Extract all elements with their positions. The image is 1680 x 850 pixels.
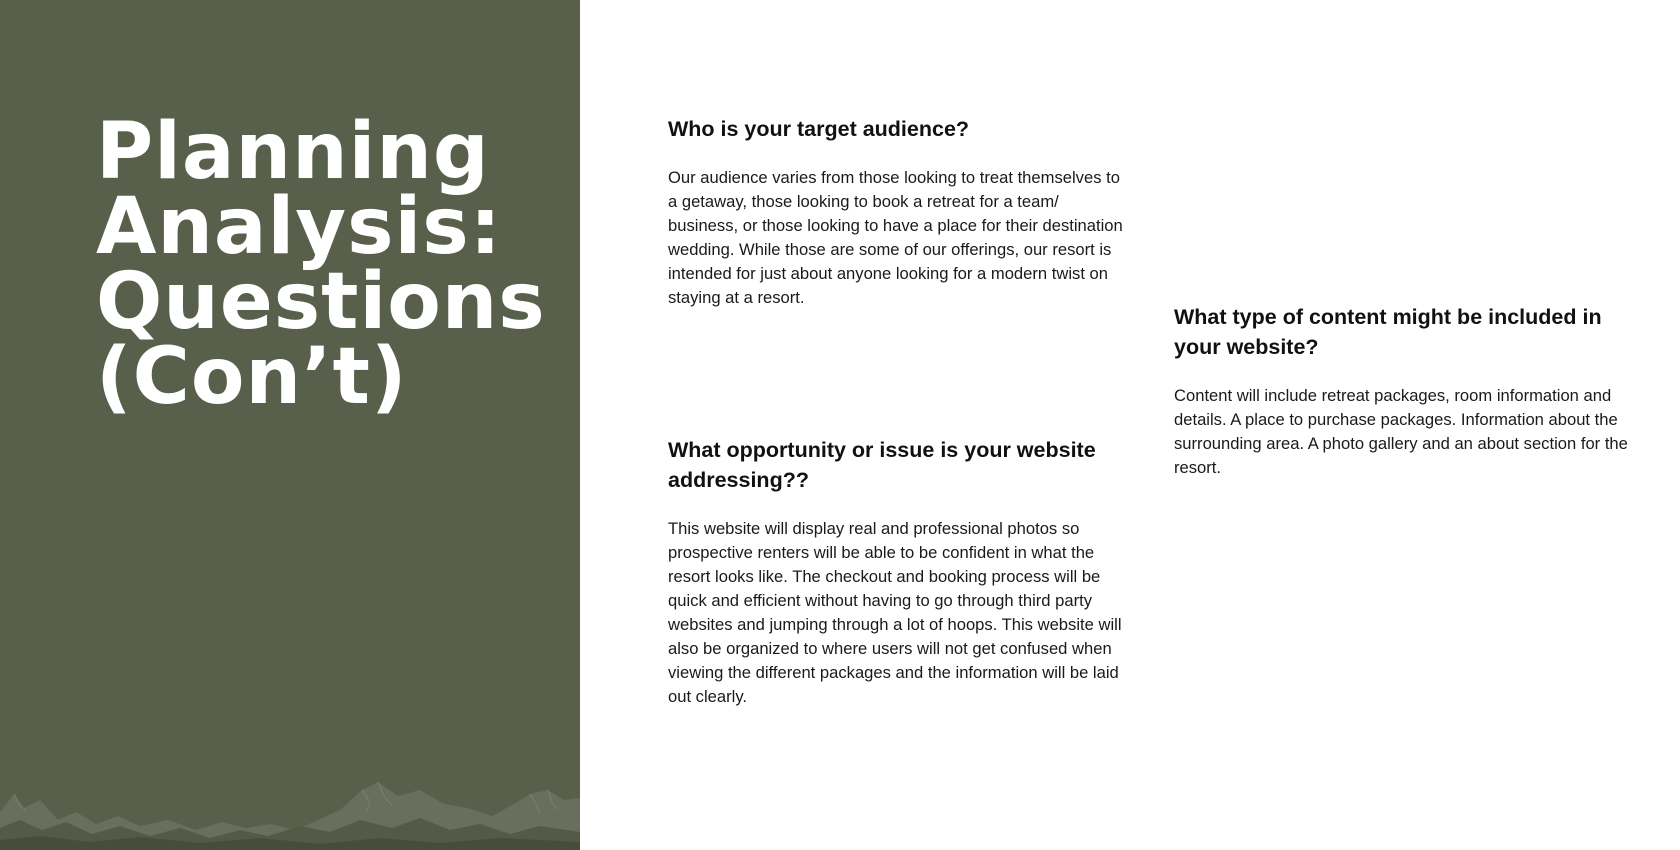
mountain-range-illustration — [0, 750, 580, 850]
title-line: Questions — [96, 257, 546, 347]
title-panel — [0, 0, 580, 850]
title-line: (Con’t) — [96, 332, 408, 422]
mountain-ridge-highlights — [14, 782, 558, 814]
section-body: Content will include retreat packages, room information and details. A place to purchase packages. Information about the surrounding area. A photo gallery and an about section for the resort. — [1174, 386, 1628, 477]
section-heading: Who is your target audience? — [668, 117, 970, 141]
title-line: Planning — [96, 107, 490, 197]
section-heading: What type of content might be included in your website? — [1174, 305, 1602, 359]
section-target-audience — [668, 114, 1128, 310]
slide-title — [96, 107, 566, 422]
section-heading: What opportunity or issue is your website addressing?? — [668, 438, 1096, 492]
section-body: This website will display real and professional photos so prospective renters will be able to be confident in what the resort looks like. The checkout and booking process will be quick and efficient without having to go through third party websites and jumping through a lot of hoops. This website will also be organized to where users will not get confused when viewing the different packages and the information will be laid out clearly. — [668, 519, 1122, 706]
section-opportunity — [668, 435, 1128, 709]
section-body: Our audience varies from those looking to treat themselves to a getaway, those looking to book a retreat for a team/ business, or those looking to have a place for their destination wedding. While those are some of our offerings, our resort is intended for just about anyone looking for a modern twist on staying at a resort. — [668, 168, 1123, 307]
title-line: Analysis: — [96, 182, 502, 272]
section-content-type — [1174, 302, 1634, 480]
